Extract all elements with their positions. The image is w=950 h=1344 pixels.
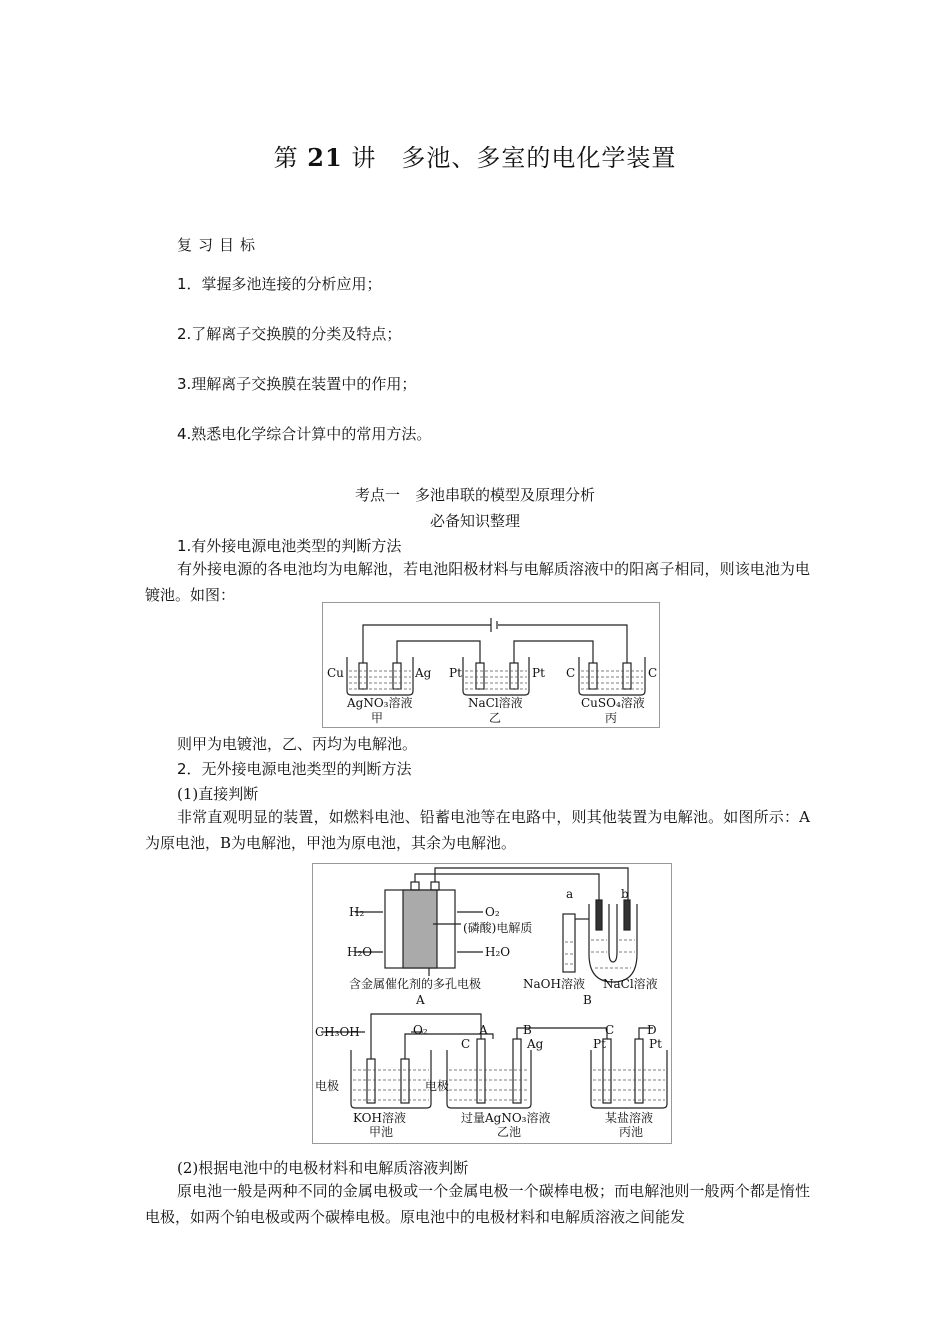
goal-item: 1．掌握多池连接的分析应用； — [177, 275, 382, 293]
section-title: 考点一 多池串联的模型及原理分析 — [354, 486, 595, 504]
goal-item: 3.理解离子交换膜在装置中的作用； — [177, 375, 417, 393]
label-D: D — [647, 1023, 657, 1037]
label-h2o: H₂O — [485, 945, 511, 959]
label-pt: Pt — [449, 666, 462, 680]
label-solution: NaCl溶液 — [468, 696, 523, 710]
label-pt: Pt — [532, 666, 545, 680]
label-ch3oh: CH₃OH — [315, 1025, 360, 1039]
paragraph-2: 非常直观明显的装置，如燃料电池、铅蓄电池等在电路中，则其他装置为电解池。如图所示：A为原电池，B为电解池，甲池为原电池，其余为电解池。 — [145, 808, 810, 852]
label-C: C — [605, 1023, 615, 1037]
section-subtitle: 必备知识整理 — [429, 512, 520, 530]
label-cu: Cu — [327, 666, 344, 680]
label-c: C — [566, 666, 576, 680]
label-nacl: NaCl溶液 — [603, 977, 658, 991]
label-yi-cell: 乙池 — [497, 1125, 522, 1139]
label-c: C — [648, 666, 658, 680]
label-A: A — [479, 1023, 488, 1037]
label-salt: 某盐溶液 — [605, 1111, 654, 1125]
label-agno3: 过量AgNO₃溶液 — [461, 1111, 551, 1125]
label-o2: O₂ — [485, 905, 500, 919]
figure-galvanic-and-electrolytic-cells — [312, 863, 672, 1144]
label-pt: Pt — [649, 1037, 662, 1051]
figure-electrolysis-cells — [322, 602, 660, 728]
label-c: C — [461, 1037, 471, 1051]
label-cell-name: 乙 — [489, 711, 502, 725]
subheading-2: (2)根据电池中的电极材料和电解质溶液判断 — [177, 1159, 469, 1177]
goal-item: 2.了解离子交换膜的分类及特点； — [177, 325, 402, 343]
diagram-svg — [313, 864, 671, 1143]
diagram-svg — [323, 603, 659, 727]
goal-item: 4.熟悉电化学综合计算中的常用方法。 — [177, 425, 432, 443]
label-h2o: H₂O — [347, 945, 373, 959]
label-b-terminal: b — [621, 887, 629, 901]
label-electrode: 电极 — [315, 1079, 340, 1093]
label-bing-cell: 丙池 — [619, 1125, 644, 1139]
label-b-cell: B — [583, 993, 592, 1007]
label-cell-name: 甲 — [371, 711, 384, 725]
label-a-cell: A — [416, 993, 425, 1007]
subheading-1: (1)直接判断 — [177, 785, 259, 803]
label-electrode: 电极 — [425, 1079, 450, 1093]
heading-2: 2．无外接电源电池类型的判断方法 — [177, 760, 412, 778]
label-koh: KOH溶液 — [353, 1111, 406, 1125]
label-naoh: NaOH溶液 — [523, 977, 585, 991]
label-solution: AgNO₃溶液 — [347, 696, 413, 710]
label-a-terminal: a — [566, 887, 574, 901]
page-title: 第 21 讲 多池、多室的电化学装置 — [273, 143, 677, 172]
label-electrode: 含金属催化剂的多孔电极 — [349, 977, 482, 991]
label-ag: Ag — [527, 1037, 544, 1051]
paragraph-3: 原电池一般是两种不同的金属电极或一个金属电极一个碳棒电极；而电解池则一般两个都是惰性电极，如两个铂电极或两个碳棒电极。原电池中的电极材料和电解质溶液之间能发 — [145, 1182, 810, 1226]
text-after-figure-1: 则甲为电镀池，乙、丙均为电解池。 — [177, 735, 418, 753]
goals-heading: 复习目标 — [177, 236, 262, 254]
label-pt: Pt — [593, 1037, 606, 1051]
label-electrolyte: (磷酸)电解质 — [463, 921, 533, 935]
label-solution: CuSO₄溶液 — [581, 696, 645, 710]
label-jia-cell: 甲池 — [369, 1125, 394, 1139]
heading-1: 1.有外接电源电池类型的判断方法 — [177, 537, 402, 555]
paragraph-1: 有外接电源的各电池均为电解池，若电池阳极材料与电解质溶液中的阳离子相同，则该电池为电镀池。如图： — [145, 560, 810, 604]
label-o2: O₂ — [413, 1023, 428, 1037]
label-B: B — [523, 1023, 532, 1037]
label-h2: H₂ — [349, 905, 365, 919]
label-cell-name: 丙 — [605, 711, 618, 725]
label-ag: Ag — [415, 666, 432, 680]
